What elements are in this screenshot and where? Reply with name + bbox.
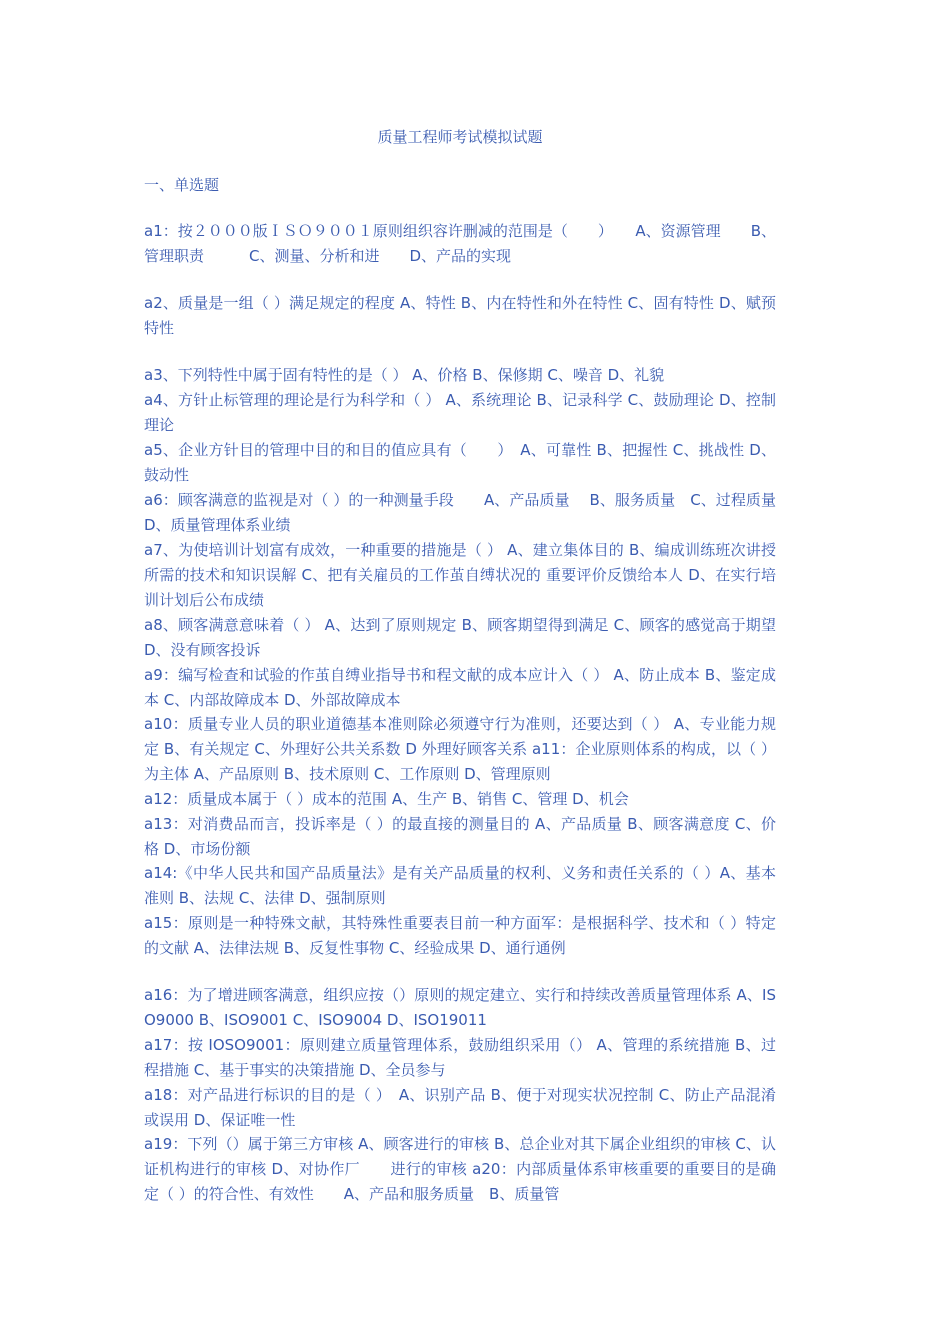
question-item: a16：为了增进顾客满意，组织应按（）原则的规定建立、实行和持续改善质量管理体系 A、ISO9000 B、ISO9001 C、ISO9004 D、ISO19011 bbox=[144, 986, 776, 1029]
question-item: a7、为使培训计划富有成效，一种重要的措施是（ ） A、建立集体目的 B、编成训练班次讲授所需的技术和知识误解 C、把有关雇员的工作茧自缚状况的 重要评价反馈给本人 D、在实行培训计划后公布成绩 bbox=[144, 541, 776, 609]
question-item: a15：原则是一种特殊文献，其特殊性重要表目前一种方面军：是根据科学、技术和（ ）特定的文献 A、法律法规 B、反复性事物 C、经验成果 D、通行通例 bbox=[144, 914, 776, 957]
question-item: a10：质量专业人员的职业道德基本准则除必须遵守行为准则，还要达到（ ） A、专业能力规定 B、有关规定 C、外理好公共关系数 D 外理好顾客关系 a11：企业原则体系的构成，以（ ）为主体 A、产品原则 B、技术原则 C、工作原则 D、管理原则 bbox=[144, 715, 776, 783]
question-item: a1：按２０００版ＩＳＯ９００１原则组织容许删减的范围是（ ） A、资源管理 B、管理职责 C、测量、分析和进 D、产品的实现 bbox=[144, 222, 776, 265]
question-item: a8、顾客满意意味着（ ） A、达到了原则规定 B、顾客期望得到满足 C、顾客的感觉高于期望 D、没有顾客投诉 bbox=[144, 616, 776, 659]
question-item: a3、下列特性中属于固有特性的是（ ） A、价格 B、保修期 C、噪音 D、礼貌 bbox=[144, 366, 665, 384]
question-item: a6：顾客满意的监视是对（ ）的一种测量手段 A、产品质量 B、服务质量 C、过程质量 D、质量管理体系业绩 bbox=[144, 491, 807, 534]
question-item: a13：对消费品而言，投诉率是（ ）的最直接的测量目的 A、产品质量 B、顾客满意度 C、价格 D、市场份额 bbox=[144, 815, 776, 858]
question-item: a17：按 IOSO9001：原则建立质量管理体系，鼓励组织采用（） A、管理的系统措施 B、过程措施 C、基于事实的决策措施 D、全员参与 bbox=[144, 1036, 776, 1079]
document-title: 质量工程师考试模拟试题 bbox=[377, 128, 543, 146]
question-item: a18：对产品进行标识的目的是（ ） A、识别产品 B、便于对现实状况控制 C、防止产品混淆或误用 D、保证唯一性 bbox=[144, 1086, 776, 1129]
question-item: a12：质量成本属于（ ）成本的范围 A、生产 B、销售 C、管理 D、机会 bbox=[144, 790, 629, 808]
question-item: a5、企业方针目的管理中目的和目的值应具有（ ） A、可靠性 B、把握性 C、挑战性 D、鼓动性 bbox=[144, 441, 776, 484]
question-item: a2、质量是一组（ ）满足规定的程度 A、特性 B、内在特性和外在特性 C、固有特性 D、赋预特性 bbox=[144, 294, 776, 337]
section-heading: 一、单选题 bbox=[144, 176, 220, 194]
question-item: a19：下列（）属于第三方审核 A、顾客进行的审核 B、总企业对其下属企业组织的审核 C、认证机构进行的审核 D、对协作厂 进行的审核 a20：内部质量体系审核重要的重要目的是确定（ ）的符合性、有效性 A、产品和服务质量 B、质量管 bbox=[144, 1135, 776, 1203]
question-item: a14:《中华人民共和国产品质量法》是有关产品质量的权利、义务和责任关系的（ ）A、基本准则 B、法规 C、法律 D、强制原则 bbox=[144, 864, 776, 907]
question-item: a9：编写检查和试验的作茧自缚业指导书和程文献的成本应计入（ ） A、防止成本 B、鉴定成本 C、内部故障成本 D、外部故障成本 bbox=[144, 666, 776, 709]
question-item: a4、方针止标管理的理论是行为科学和（ ） A、系统理论 B、记录科学 C、鼓励理论 D、控制理论 bbox=[144, 391, 776, 434]
